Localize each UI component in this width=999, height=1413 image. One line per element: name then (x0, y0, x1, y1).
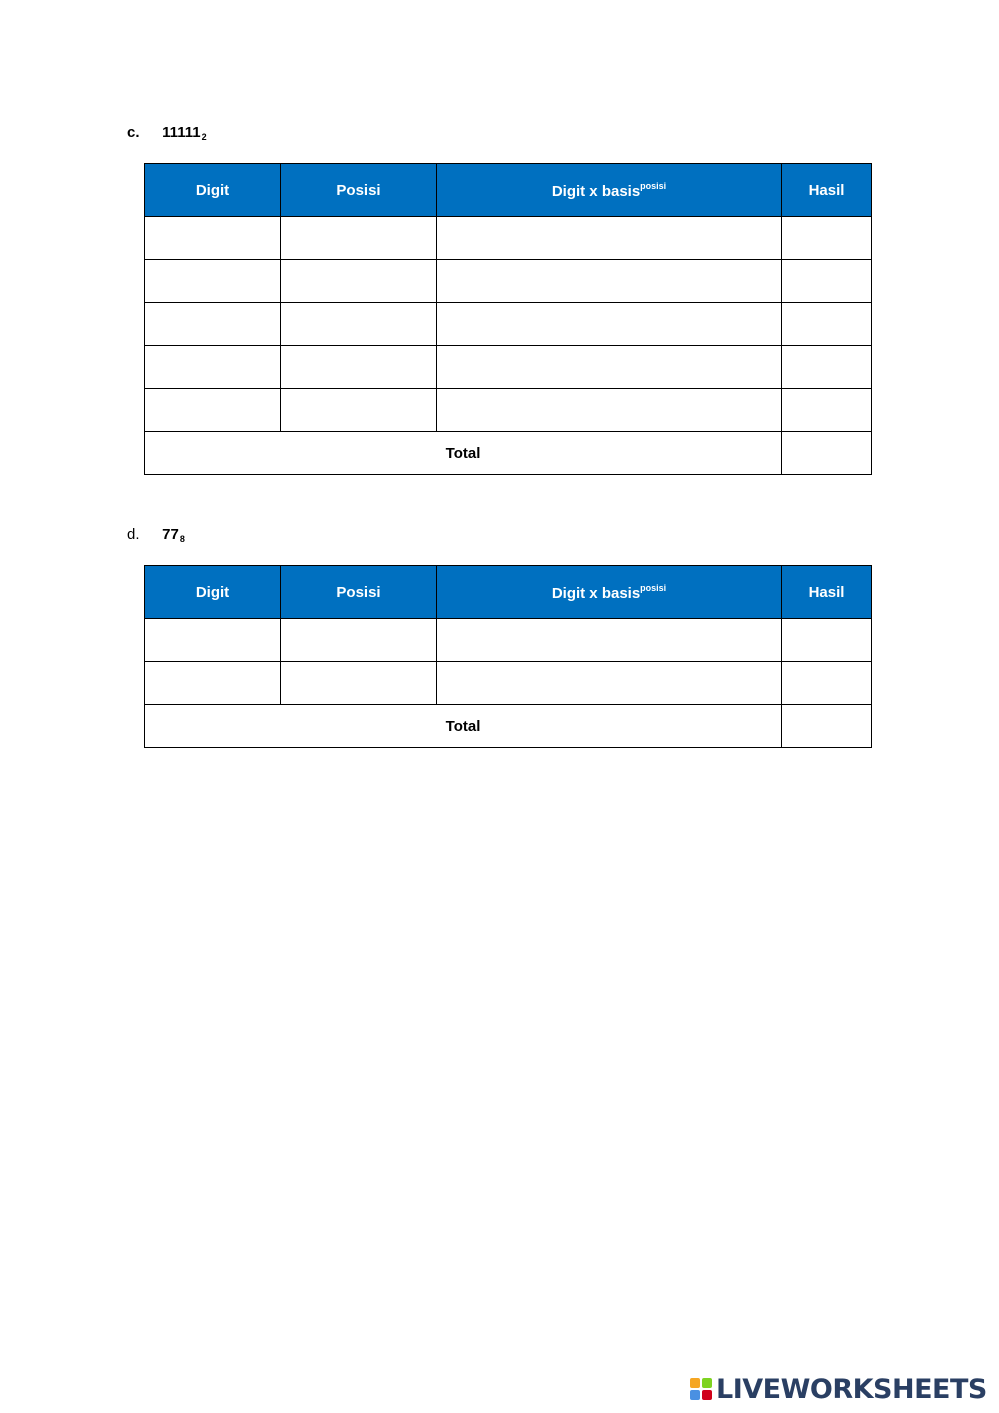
formula-cell[interactable] (437, 260, 782, 303)
question-letter: d. (127, 526, 140, 543)
table-row (145, 346, 872, 389)
formula-cell[interactable] (437, 303, 782, 346)
header-formula-sup: posisi (640, 180, 667, 191)
digit-cell[interactable] (145, 619, 281, 662)
header-hasil: Hasil (782, 566, 872, 619)
posisi-cell[interactable] (281, 619, 437, 662)
total-hasil-cell[interactable] (782, 432, 872, 475)
table-row (145, 260, 872, 303)
posisi-cell[interactable] (281, 217, 437, 260)
digit-cell[interactable] (145, 389, 281, 432)
question-number (162, 526, 185, 543)
table-row (145, 217, 872, 260)
total-row (145, 705, 872, 748)
header-formula-sup: posisi (640, 582, 667, 593)
header-hasil: Hasil (782, 164, 872, 217)
header-digit: Digit (145, 566, 281, 619)
posisi-cell[interactable] (281, 662, 437, 705)
total-label: Total (145, 432, 782, 475)
header-formula (437, 164, 782, 217)
logo-text: LIVEWORKSHEETS (716, 1373, 987, 1405)
table-row (145, 619, 872, 662)
total-hasil-cell[interactable] (782, 705, 872, 748)
table-header-row (145, 164, 872, 217)
question-d-label (127, 526, 185, 544)
posisi-cell[interactable] (281, 303, 437, 346)
question-number (162, 124, 206, 141)
digit-cell[interactable] (145, 346, 281, 389)
header-posisi: Posisi (281, 164, 437, 217)
hasil-cell[interactable] (782, 217, 872, 260)
conversion-table-c (144, 163, 872, 475)
posisi-cell[interactable] (281, 346, 437, 389)
question-letter: c. (127, 124, 140, 141)
hasil-cell[interactable] (782, 346, 872, 389)
header-formula-main: Digit x basis (551, 182, 641, 200)
conversion-table-d (144, 565, 872, 748)
header-digit: Digit (145, 164, 281, 217)
header-formula (437, 566, 782, 619)
total-label: Total (145, 705, 782, 748)
liveworksheets-logo (690, 1374, 987, 1404)
logo-square (690, 1390, 700, 1400)
posisi-cell[interactable] (281, 389, 437, 432)
formula-cell[interactable] (437, 217, 782, 260)
table-row (145, 303, 872, 346)
logo-square (702, 1378, 712, 1388)
formula-cell[interactable] (437, 619, 782, 662)
number-base: 2 (201, 132, 207, 142)
table-row (145, 389, 872, 432)
formula-cell[interactable] (437, 346, 782, 389)
hasil-cell[interactable] (782, 662, 872, 705)
posisi-cell[interactable] (281, 260, 437, 303)
formula-cell[interactable] (437, 389, 782, 432)
logo-square (690, 1378, 700, 1388)
hasil-cell[interactable] (782, 619, 872, 662)
header-posisi: Posisi (281, 566, 437, 619)
number-value: 11111 (162, 124, 201, 141)
total-row (145, 432, 872, 475)
hasil-cell[interactable] (782, 303, 872, 346)
logo-square (702, 1390, 712, 1400)
table-row (145, 662, 872, 705)
number-base: 8 (179, 534, 185, 544)
digit-cell[interactable] (145, 303, 281, 346)
number-value: 77 (162, 526, 179, 543)
question-c-label (127, 124, 207, 142)
digit-cell[interactable] (145, 217, 281, 260)
digit-cell[interactable] (145, 662, 281, 705)
formula-cell[interactable] (437, 662, 782, 705)
logo-mark-icon (690, 1378, 712, 1400)
hasil-cell[interactable] (782, 389, 872, 432)
hasil-cell[interactable] (782, 260, 872, 303)
table-header-row (145, 566, 872, 619)
header-formula-main: Digit x basis (551, 584, 641, 602)
digit-cell[interactable] (145, 260, 281, 303)
